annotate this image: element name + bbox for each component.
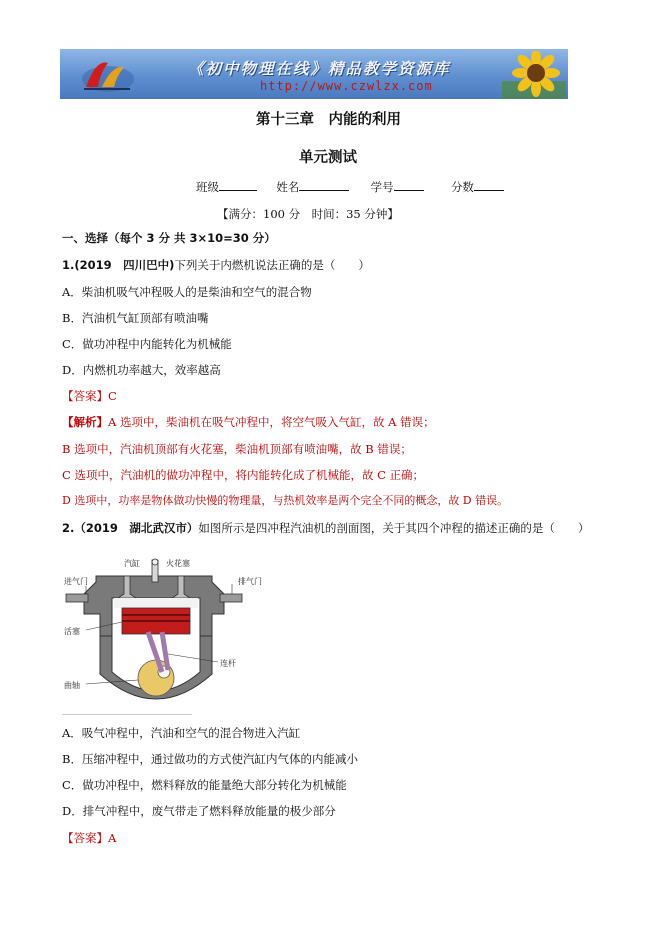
id-blank [394, 178, 424, 191]
analysis-text: A 选项中，柴油机在吸气冲程中，将空气吸入气缸，故 A 错误； [108, 415, 435, 429]
question-1 [62, 258, 370, 272]
analysis-line [62, 415, 435, 429]
answer: 【答案】C [62, 389, 117, 403]
banner-title: 《初中物理在线》精品教学资源库 [188, 59, 451, 78]
answer: 【答案】A [62, 831, 117, 845]
option-a: A．柴油机吸气冲程吸人的是柴油和空气的混合物 [62, 285, 312, 299]
question-source: 2.（2019 湖北武汉市） [62, 521, 199, 535]
label-cylinder: 汽缸 [124, 559, 140, 568]
analysis-tag: 【解析】 [62, 415, 108, 429]
chapter-title: 第十三章 内能的利用 [256, 112, 401, 128]
sunflower-icon [502, 51, 566, 99]
page-subtitle: 单元测试 [299, 150, 357, 166]
banner-url: http://www.czwlzx.com [260, 79, 433, 93]
score-label: 分数 [450, 180, 474, 194]
analysis-line: D 选项中，功率是物体做功快慢的物理量，与热机效率是两个完全不同的概念，故 D 错误。 [62, 494, 509, 507]
question-stem: 下列关于内燃机说法正确的是（ ） [174, 258, 370, 272]
name-blank [299, 178, 349, 191]
label-crankshaft: 曲轴 [64, 681, 80, 690]
option-d: D．内燃机功率越大，效率越高 [62, 363, 221, 377]
score-blank [474, 178, 504, 191]
label-piston: 活塞 [64, 627, 80, 636]
question-2 [62, 521, 589, 535]
class-label: 班级 [196, 180, 219, 194]
label-rod: 连杆 [220, 659, 236, 668]
label-intake: 进气门 [64, 577, 88, 586]
option-b: B．汽油机气缸顶部有喷油嘴 [62, 311, 209, 325]
question-source: 1.(2019 四川巴中) [62, 258, 175, 272]
logo-icon [78, 53, 136, 95]
engine-cross-section-diagram [62, 554, 274, 712]
analysis-line: C 选项中，汽油机的做功冲程中，将内能转化成了机械能，故 C 正确； [62, 468, 425, 482]
label-exhaust: 排气门 [238, 577, 262, 586]
analysis-line: B 选项中，汽油机顶部有火花塞，柴油机顶部有喷油嘴，故 B 错误； [62, 442, 412, 456]
option-d: D．排气冲程中，废气带走了燃料释放能量的极少部分 [62, 804, 336, 818]
exam-meta: 【满分：100 分 时间：35 分钟】 [217, 207, 399, 221]
option-c: C．做功冲程中内能转化为机械能 [62, 337, 232, 351]
class-blank [219, 178, 257, 191]
id-label: 学号 [370, 180, 394, 194]
option-a: A．吸气冲程中，汽油和空气的混合物进入汽缸 [62, 726, 301, 740]
figure-divider [62, 714, 192, 715]
option-c: C．做功冲程中，燃料释放的能量绝大部分转化为机械能 [62, 778, 347, 792]
header-banner [60, 49, 568, 99]
student-info-row [196, 178, 504, 195]
name-label: 姓名 [276, 180, 300, 194]
option-b: B．压缩冲程中，通过做功的方式使汽缸内气体的内能减小 [62, 752, 358, 766]
section-heading: 一、选择（每个 3 分 共 3×10=30 分） [62, 231, 276, 245]
question-stem: 如图所示是四冲程汽油机的剖面图，关于其四个冲程的描述正确的是（ ） [198, 521, 590, 535]
label-spark-plug: 火花塞 [166, 559, 190, 568]
